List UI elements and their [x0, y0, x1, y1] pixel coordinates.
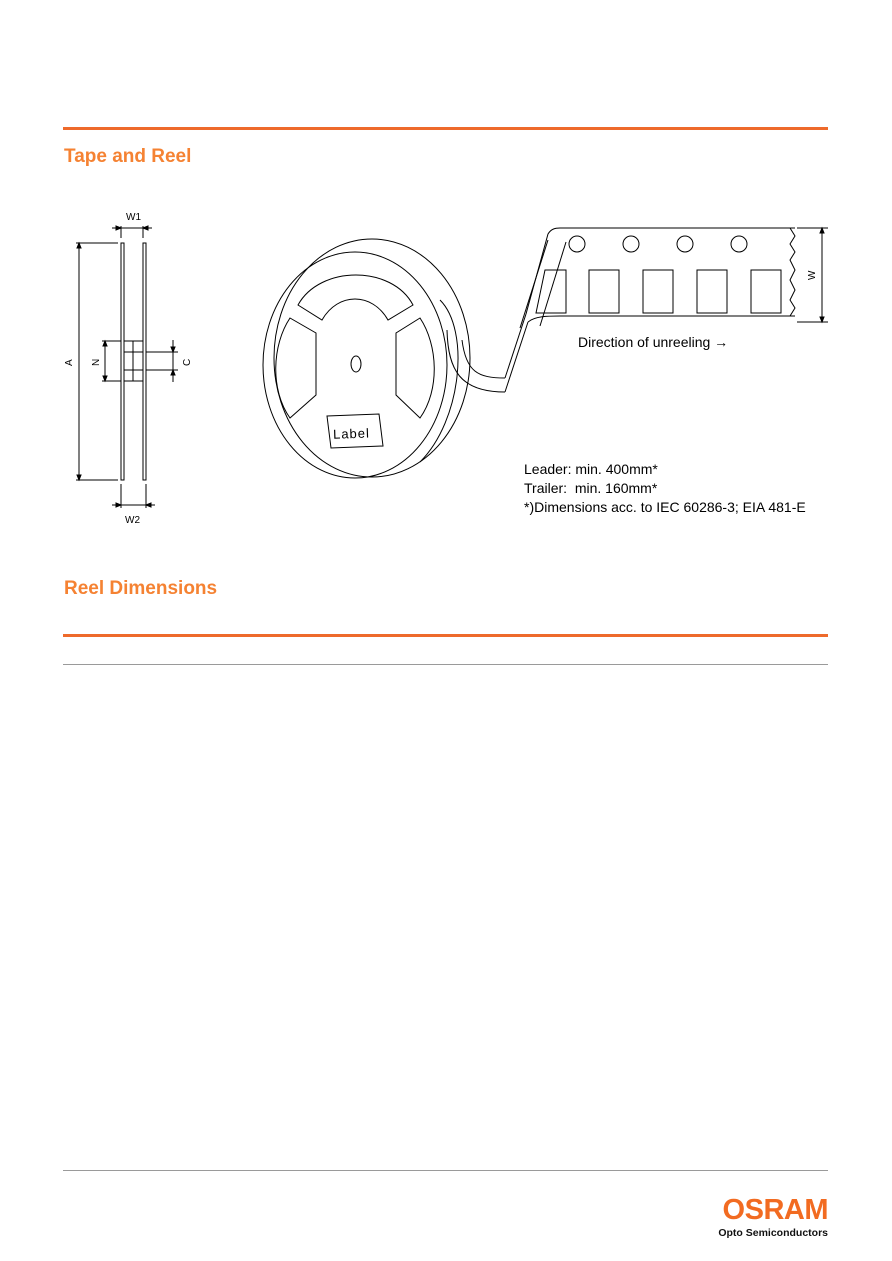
dim-label-c: C	[182, 358, 193, 366]
tape-and-reel-figure	[0, 0, 892, 600]
reel-dimensions-rule	[63, 634, 828, 637]
osram-logo	[718, 1196, 828, 1239]
dim-label-w1: W1	[126, 212, 141, 223]
dim-label-a: A	[64, 359, 75, 366]
section-title-tape-and-reel: Tape and Reel	[64, 146, 192, 167]
note-leader: Leader: min. 400mm*	[524, 461, 658, 477]
section-title-reel-dimensions: Reel Dimensions	[64, 578, 218, 599]
dim-label-w: W	[807, 270, 818, 280]
osram-tagline: Opto Semiconductors	[718, 1227, 828, 1239]
note-dimensions: *)Dimensions acc. to IEC 60286-3; EIA 481-E	[524, 499, 806, 515]
osram-wordmark: OSRAM	[722, 1194, 828, 1226]
note-trailer: Trailer: min. 160mm*	[524, 480, 658, 496]
table-bottom-rule	[63, 664, 828, 665]
reel-side-view	[76, 226, 178, 508]
direction-of-unreeling: Direction of unreeling →	[578, 334, 729, 350]
footer-rule	[63, 1170, 828, 1171]
dim-label-n: N	[91, 358, 102, 366]
reel-perspective	[263, 239, 528, 478]
carrier-tape	[520, 228, 828, 328]
dim-label-w2: W2	[125, 515, 140, 526]
reel-label-text: Label	[332, 425, 371, 442]
